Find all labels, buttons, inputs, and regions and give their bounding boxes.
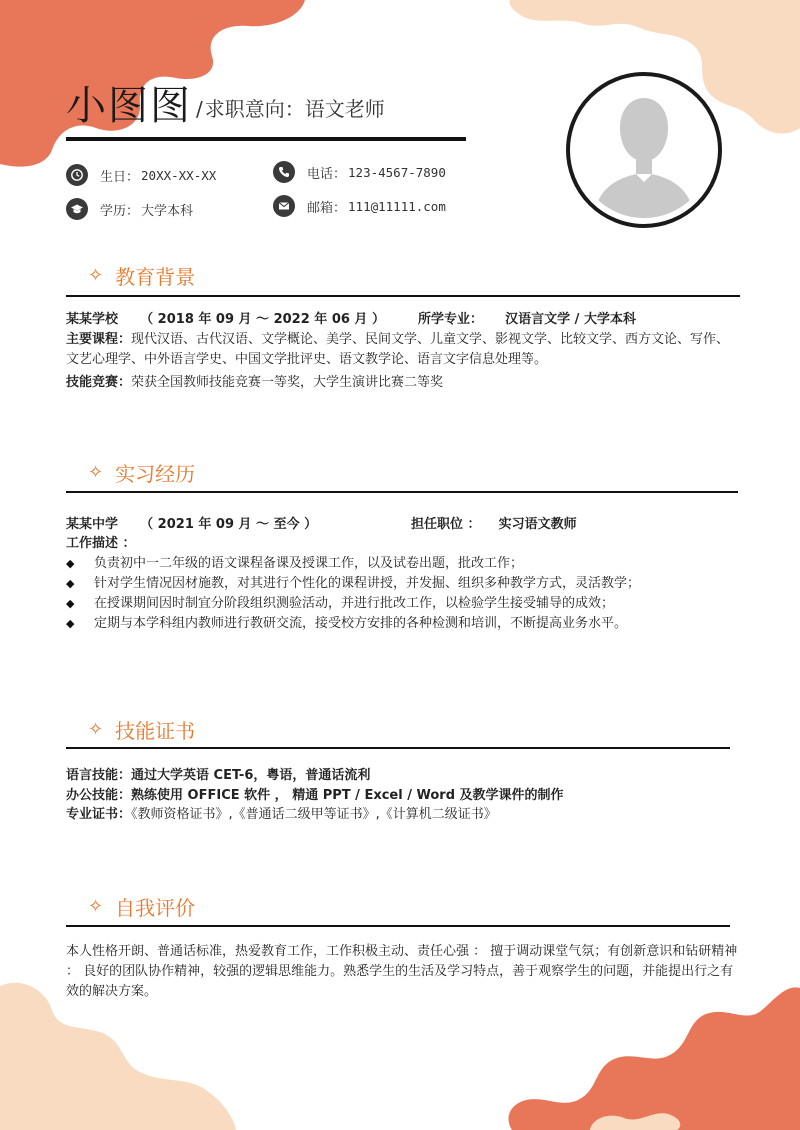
mail-icon	[273, 195, 295, 217]
diamond-bullet-icon: ◆	[66, 617, 75, 630]
major-value: 汉语言文学 / 大学本科	[505, 312, 636, 327]
internship-section-title	[88, 457, 195, 487]
self-eval-section-title	[88, 891, 195, 921]
candidate-name: 小图图	[66, 83, 192, 129]
contest-text: 荣获全国教师技能竞赛一等奖，大学生演讲比赛二等奖	[131, 375, 444, 390]
job-intent-text: 求职意向：语文老师	[204, 97, 385, 121]
info-phone	[273, 160, 446, 184]
education-value: 大学本科	[141, 203, 194, 219]
self-evaluation-text: 本人性格开朗、普通话标准，热爱教育工作，工作积极主动、责任心强 ： 擅于调动课堂气氛；有创新意识和钻研精神 ： 良好的团队协作精神，较强的逻辑思维能力。熟悉学生的生活及学习特点，善于观察学生的问题，并能提出行之有效的解决方案。	[66, 944, 738, 999]
birthday-label: 生日：	[100, 169, 140, 185]
sparkle-icon: ✧	[88, 461, 104, 483]
email-value: 111@11111.com	[348, 198, 446, 214]
education-major-row	[418, 310, 636, 330]
education-label: 学历：	[100, 203, 140, 219]
self-eval-title-text: 自我评价	[115, 895, 196, 920]
info-education	[66, 197, 193, 221]
contest-label: 技能竞赛：	[66, 375, 132, 390]
info-birthday	[66, 163, 216, 187]
list-item-text: 定期与本学科组内教师进行教研交流，接受校方安排的各种检测和培训，不断提高业务水平。	[94, 616, 628, 631]
avatar	[566, 72, 722, 228]
major-label: 所学专业：	[418, 312, 484, 327]
intent-slash: /	[196, 97, 203, 121]
courses	[66, 330, 742, 370]
phone-value: 123-4567-7890	[348, 164, 446, 180]
graduation-cap-icon	[66, 198, 88, 220]
language-label: 语言技能：	[66, 768, 132, 783]
language-value: 通过大学英语 CET-6，粤语，普通话流利	[131, 768, 371, 783]
certificates-row	[66, 805, 497, 825]
phone-icon	[273, 161, 295, 183]
list-item	[66, 574, 746, 594]
certificates-value: 《教师资格证书》,《普通话二级甲等证书》,《计算机二级证书》	[131, 807, 497, 822]
work-description-list	[66, 554, 746, 634]
certificates-label: 专业证书：	[66, 807, 132, 822]
list-item	[66, 614, 746, 634]
position-value: 实习语文教师	[498, 517, 577, 532]
office-label: 办公技能：	[66, 788, 132, 803]
list-item	[66, 554, 746, 574]
contest-row	[66, 373, 443, 393]
phone-label: 电话：	[307, 166, 347, 182]
school-name: 某某学校	[66, 312, 119, 327]
sparkle-icon: ✧	[88, 718, 104, 740]
user-silhouette-icon	[576, 82, 712, 218]
education-school-row	[66, 310, 385, 330]
header-rule	[66, 137, 466, 141]
work-desc-label-text: 工作描述 ：	[66, 536, 136, 551]
courses-label: 主要课程：	[66, 332, 132, 347]
skills-rule	[66, 747, 730, 749]
education-title-text: 教育背景	[115, 264, 196, 289]
internship-rule	[66, 491, 738, 493]
clock-icon	[66, 164, 88, 186]
list-item	[66, 594, 746, 614]
internship-title-text: 实习经历	[115, 461, 196, 486]
self-eval-rule	[66, 925, 730, 927]
company-name: 某某中学	[66, 517, 119, 532]
office-value: 熟练使用 OFFICE 软件 ， 精通 PPT / Excel / Word 及教学课件的制作	[131, 788, 564, 803]
list-item-text: 负责初中一二年级的语文课程备课及授课工作，以及试卷出题，批改工作；	[94, 556, 524, 571]
avatar-photo	[576, 82, 712, 218]
internship-position-row	[411, 515, 577, 535]
diamond-bullet-icon: ◆	[66, 577, 75, 590]
diamond-bullet-icon: ◆	[66, 557, 75, 570]
sparkle-icon: ✧	[88, 264, 104, 286]
internship-company-row	[66, 515, 317, 535]
office-skills-row	[66, 786, 564, 806]
courses-text: 现代汉语、古代汉语、文学概论、美学、民间文学、儿童文学、影视文学、比较文学、西方文论、写作、文艺心理学、中外语言学史、中国文学批评史、语文教学论、语言文字信息处理等。	[66, 332, 730, 367]
job-intent	[196, 95, 385, 123]
work-desc-label	[66, 534, 136, 554]
diamond-bullet-icon: ◆	[66, 597, 75, 610]
education-section-title	[88, 260, 195, 290]
skills-title-text: 技能证书	[115, 718, 196, 743]
education-period: （ 2018 年 09 月 ～ 2022 年 06 月 ）	[140, 312, 385, 327]
email-label: 邮箱：	[307, 200, 347, 216]
sparkle-icon: ✧	[88, 895, 104, 917]
list-item-text: 在授课期间因时制宜分阶段组织测验活动，并进行批改工作，以检验学生接受辅导的成效；	[94, 596, 615, 611]
info-email	[273, 194, 446, 218]
education-rule	[66, 295, 740, 297]
language-skills-row	[66, 766, 370, 786]
skills-section-title	[88, 714, 195, 744]
internship-period: （ 2021 年 09 月 ～ 至今 ）	[140, 517, 318, 532]
list-item-text: 针对学生情况因材施教，对其进行个性化的课程讲授，并发掘、组织多种教学方式，灵活教学；	[94, 576, 641, 591]
position-label: 担任职位 ：	[411, 517, 481, 532]
birthday-value: 20XX-XX-XX	[141, 167, 217, 183]
